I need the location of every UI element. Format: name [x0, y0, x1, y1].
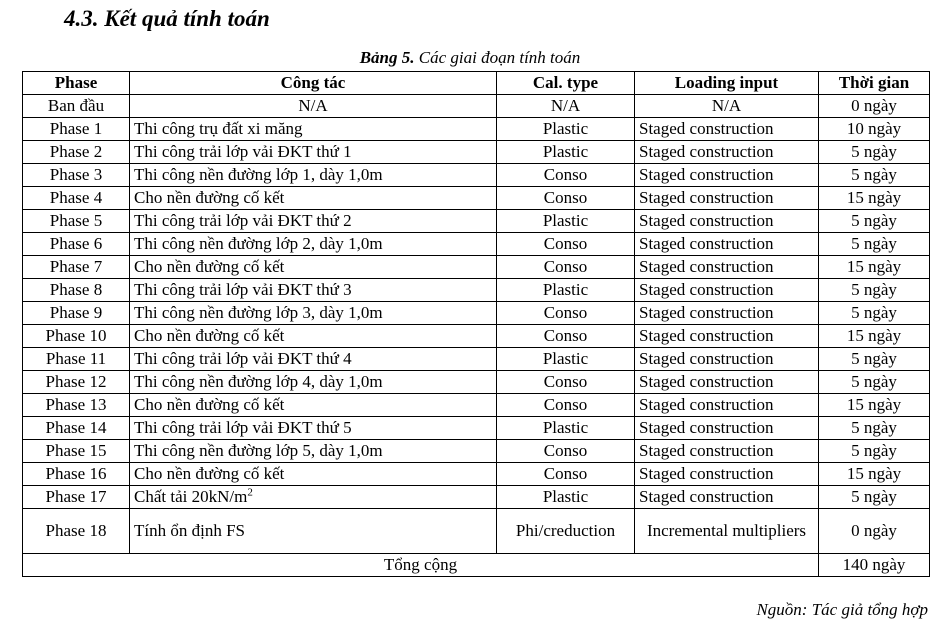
cell-phase-text: Phase 18	[45, 521, 107, 540]
cell-duration	[819, 486, 930, 509]
cell-cal-type-text: Conso	[543, 372, 588, 391]
cell-phase	[23, 279, 130, 302]
cell-work-text: Thi công trải lớp vải ĐKT thứ 1	[134, 142, 352, 161]
cell-cal-type	[497, 256, 635, 279]
cell-cal-type	[497, 141, 635, 164]
cell-duration	[819, 463, 930, 486]
cell-duration-text: 5 ngày	[851, 418, 897, 437]
cell-phase-text: Ban đầu	[47, 96, 105, 115]
cell-loading-input-text: Staged construction	[639, 372, 774, 391]
cell-cal-type	[497, 95, 635, 118]
cell-duration-text: 5 ngày	[851, 211, 897, 230]
cell-work-text: Cho nền đường cố kết	[134, 326, 285, 345]
header-phase: Phase	[23, 72, 130, 95]
table-row	[23, 118, 930, 141]
cell-cal-type	[497, 371, 635, 394]
cell-work-text: Thi công trải lớp vải ĐKT thứ 3	[134, 280, 352, 299]
cell-cal-type	[497, 279, 635, 302]
cell-loading-input-text: Staged construction	[639, 303, 774, 322]
phases-table	[22, 71, 930, 577]
cell-phase-text: Phase 10	[45, 326, 107, 345]
cell-loading-input-text: Staged construction	[639, 257, 774, 276]
cell-work-text: N/A	[298, 96, 328, 115]
cell-cal-type-text: Plastic	[542, 142, 589, 161]
cell-phase-text: Phase 9	[49, 303, 103, 322]
table-row	[23, 302, 930, 325]
cell-loading-input	[635, 256, 819, 279]
cell-phase	[23, 141, 130, 164]
cell-work	[130, 440, 497, 463]
cell-loading-input-text: Staged construction	[639, 119, 774, 138]
cell-duration-text: 15 ngày	[846, 464, 902, 483]
cell-work-text: Chất tải 20kN/m	[134, 487, 248, 506]
cell-work	[130, 325, 497, 348]
cell-duration-text: 15 ngày	[846, 326, 902, 345]
cell-cal-type-text: Conso	[543, 326, 588, 345]
caption-text: Các giai đoạn tính toán	[418, 48, 581, 67]
cell-loading-input	[635, 141, 819, 164]
cell-cal-type	[497, 325, 635, 348]
header-cal-type: Cal. type	[497, 72, 635, 95]
cell-phase	[23, 371, 130, 394]
cell-cal-type	[497, 118, 635, 141]
cell-cal-type-text: Plastic	[542, 349, 589, 368]
cell-work	[130, 95, 497, 118]
cell-phase	[23, 95, 130, 118]
cell-loading-input	[635, 440, 819, 463]
cell-loading-input	[635, 302, 819, 325]
cell-work-text: Cho nền đường cố kết	[134, 188, 285, 207]
cell-duration-text: 5 ngày	[851, 372, 897, 391]
cell-cal-type	[497, 164, 635, 187]
cell-phase-text: Phase 11	[45, 349, 107, 368]
cell-duration	[819, 141, 930, 164]
table-row	[23, 164, 930, 187]
cell-duration	[819, 256, 930, 279]
caption-label: Bảng 5.	[359, 48, 415, 67]
cell-loading-input-text: Staged construction	[639, 211, 774, 230]
cell-loading-input	[635, 233, 819, 256]
cell-duration	[819, 164, 930, 187]
cell-phase-text: Phase 8	[49, 280, 103, 299]
cell-duration	[819, 440, 930, 463]
cell-loading-input-text: Staged construction	[639, 418, 774, 437]
cell-cal-type-text: Conso	[543, 234, 588, 253]
cell-cal-type-text: Conso	[543, 188, 588, 207]
cell-phase	[23, 394, 130, 417]
cell-cal-type	[497, 187, 635, 210]
cell-work	[130, 509, 497, 554]
cell-work	[130, 394, 497, 417]
header-duration: Thời gian	[819, 72, 930, 95]
source-note: Nguồn: Tác giả tổng hợp	[756, 600, 928, 619]
cell-loading-input-text: Staged construction	[639, 188, 774, 207]
cell-duration	[819, 95, 930, 118]
cell-duration-text: 15 ngày	[846, 188, 902, 207]
cell-cal-type-text: Plastic	[542, 418, 589, 437]
table-row	[23, 417, 930, 440]
cell-cal-type	[497, 440, 635, 463]
cell-duration-text: 0 ngày	[851, 96, 897, 115]
cell-phase-text: Phase 7	[49, 257, 103, 276]
cell-duration	[819, 509, 930, 554]
cell-cal-type-text: Plastic	[542, 119, 589, 138]
cell-work-text: Thi công nền đường lớp 3, dày 1,0m	[134, 303, 383, 322]
cell-duration	[819, 371, 930, 394]
table-row	[23, 233, 930, 256]
cell-cal-type-text: Plastic	[542, 487, 589, 506]
cell-phase-text: Phase 12	[45, 372, 107, 391]
cell-loading-input	[635, 348, 819, 371]
cell-phase-text: Phase 15	[45, 441, 107, 460]
section-heading: 4.3. Kết quả tính toán	[64, 6, 270, 31]
cell-phase	[23, 233, 130, 256]
cell-work	[130, 302, 497, 325]
cell-cal-type-text: Conso	[543, 395, 588, 414]
table-row	[23, 187, 930, 210]
cell-loading-input	[635, 509, 819, 554]
table-row	[23, 325, 930, 348]
cell-duration-text: 10 ngày	[846, 119, 902, 138]
cell-cal-type	[497, 348, 635, 371]
unit-superscript: 2	[247, 486, 253, 499]
cell-duration-text: 0 ngày	[851, 521, 897, 540]
cell-loading-input-text: Staged construction	[639, 441, 774, 460]
cell-loading-input-text: Staged construction	[639, 165, 774, 184]
cell-cal-type	[497, 233, 635, 256]
cell-work-text: Thi công nền đường lớp 5, dày 1,0m	[134, 441, 383, 460]
table-row	[23, 95, 930, 118]
cell-loading-input	[635, 187, 819, 210]
cell-cal-type	[497, 302, 635, 325]
cell-duration-text: 5 ngày	[851, 441, 897, 460]
cell-loading-input-text: Incremental multipliers	[646, 521, 807, 540]
cell-phase-text: Phase 14	[45, 418, 107, 437]
cell-cal-type	[497, 463, 635, 486]
cell-duration-text: 5 ngày	[851, 303, 897, 322]
cell-phase-text: Phase 13	[45, 395, 107, 414]
cell-loading-input	[635, 210, 819, 233]
cell-loading-input	[635, 417, 819, 440]
cell-duration	[819, 417, 930, 440]
table-row	[23, 486, 930, 509]
cell-phase	[23, 164, 130, 187]
cell-duration	[819, 233, 930, 256]
cell-phase	[23, 440, 130, 463]
table-header-row	[23, 72, 930, 95]
cell-duration-text: 5 ngày	[851, 487, 897, 506]
table-row	[23, 394, 930, 417]
header-loading-input: Loading input	[635, 72, 819, 95]
table-body	[23, 95, 930, 554]
cell-phase-text: Phase 3	[49, 165, 103, 184]
cell-work-text: Thi công trải lớp vải ĐKT thứ 4	[134, 349, 352, 368]
cell-phase	[23, 118, 130, 141]
cell-cal-type	[497, 394, 635, 417]
cell-work-text: Cho nền đường cố kết	[134, 464, 285, 483]
cell-work-text: Thi công trải lớp vải ĐKT thứ 5	[134, 418, 352, 437]
cell-loading-input-text: Staged construction	[639, 234, 774, 253]
cell-work	[130, 486, 497, 509]
cell-loading-input	[635, 325, 819, 348]
cell-work	[130, 118, 497, 141]
cell-loading-input-text: Staged construction	[639, 349, 774, 368]
cell-phase	[23, 463, 130, 486]
cell-phase	[23, 302, 130, 325]
cell-loading-input	[635, 371, 819, 394]
table-caption	[0, 48, 940, 68]
cell-cal-type-text: N/A	[550, 96, 581, 115]
cell-cal-type-text: Phi/creduction	[515, 521, 616, 540]
cell-duration	[819, 302, 930, 325]
cell-duration	[819, 187, 930, 210]
cell-work-text: Cho nền đường cố kết	[134, 395, 285, 414]
cell-loading-input-text: N/A	[711, 96, 742, 115]
cell-work	[130, 141, 497, 164]
cell-phase	[23, 256, 130, 279]
cell-work	[130, 463, 497, 486]
cell-duration	[819, 394, 930, 417]
cell-duration	[819, 325, 930, 348]
cell-work-text: Thi công trụ đất xi măng	[134, 119, 303, 138]
table-row	[23, 463, 930, 486]
cell-duration	[819, 210, 930, 233]
cell-phase	[23, 348, 130, 371]
cell-loading-input-text: Staged construction	[639, 464, 774, 483]
cell-duration	[819, 348, 930, 371]
cell-phase	[23, 509, 130, 554]
cell-work-text: Thi công trải lớp vải ĐKT thứ 2	[134, 211, 352, 230]
table-row	[23, 371, 930, 394]
cell-work	[130, 279, 497, 302]
cell-loading-input	[635, 164, 819, 187]
cell-cal-type-text: Plastic	[542, 211, 589, 230]
cell-loading-input	[635, 118, 819, 141]
table-row	[23, 440, 930, 463]
cell-work-text: Cho nền đường cố kết	[134, 257, 285, 276]
cell-phase	[23, 210, 130, 233]
cell-loading-input	[635, 394, 819, 417]
cell-cal-type	[497, 486, 635, 509]
table-row	[23, 348, 930, 371]
cell-loading-input-text: Staged construction	[639, 487, 774, 506]
cell-loading-input-text: Staged construction	[639, 326, 774, 345]
cell-cal-type-text: Conso	[543, 257, 588, 276]
cell-work	[130, 187, 497, 210]
table-row	[23, 141, 930, 164]
cell-phase-text: Phase 6	[49, 234, 103, 253]
table-row	[23, 210, 930, 233]
cell-cal-type-text: Conso	[543, 441, 588, 460]
cell-cal-type-text: Conso	[543, 303, 588, 322]
cell-loading-input-text: Staged construction	[639, 142, 774, 161]
cell-work-text: Tính ổn định FS	[134, 521, 245, 540]
cell-work	[130, 371, 497, 394]
cell-loading-input-text: Staged construction	[639, 280, 774, 299]
cell-phase	[23, 486, 130, 509]
cell-duration	[819, 118, 930, 141]
cell-phase-text: Phase 5	[49, 211, 103, 230]
cell-duration-text: 5 ngày	[851, 165, 897, 184]
table-row	[23, 256, 930, 279]
cell-work	[130, 210, 497, 233]
cell-phase-text: Phase 2	[49, 142, 103, 161]
total-label: Tổng cộng	[23, 554, 819, 577]
cell-loading-input-text: Staged construction	[639, 395, 774, 414]
cell-phase-text: Phase 4	[49, 188, 103, 207]
cell-loading-input	[635, 486, 819, 509]
cell-work	[130, 164, 497, 187]
cell-work-text: Thi công nền đường lớp 2, dày 1,0m	[134, 234, 383, 253]
cell-phase-text: Phase 1	[49, 119, 103, 138]
cell-phase	[23, 187, 130, 210]
cell-phase-text: Phase 16	[45, 464, 107, 483]
cell-phase	[23, 417, 130, 440]
cell-phase-text: Phase 17	[45, 487, 107, 506]
cell-duration-text: 5 ngày	[851, 280, 897, 299]
header-work: Công tác	[130, 72, 497, 95]
cell-cal-type-text: Conso	[543, 464, 588, 483]
cell-duration-text: 5 ngày	[851, 142, 897, 161]
cell-work-text: Thi công nền đường lớp 4, dày 1,0m	[134, 372, 383, 391]
cell-cal-type	[497, 210, 635, 233]
cell-cal-type	[497, 509, 635, 554]
table-row	[23, 279, 930, 302]
cell-work	[130, 256, 497, 279]
cell-loading-input	[635, 95, 819, 118]
cell-cal-type-text: Plastic	[542, 280, 589, 299]
cell-duration	[819, 279, 930, 302]
cell-cal-type-text: Conso	[543, 165, 588, 184]
cell-work	[130, 233, 497, 256]
cell-phase	[23, 325, 130, 348]
cell-duration-text: 15 ngày	[846, 395, 902, 414]
cell-duration-text: 5 ngày	[851, 349, 897, 368]
cell-duration-text: 15 ngày	[846, 257, 902, 276]
cell-work	[130, 417, 497, 440]
cell-cal-type	[497, 417, 635, 440]
cell-work	[130, 348, 497, 371]
total-duration: 140 ngày	[819, 554, 930, 577]
cell-loading-input	[635, 463, 819, 486]
cell-loading-input	[635, 279, 819, 302]
cell-work-text: Thi công nền đường lớp 1, dày 1,0m	[134, 165, 383, 184]
cell-duration-text: 5 ngày	[851, 234, 897, 253]
total-row	[23, 554, 930, 577]
table-row	[23, 509, 930, 554]
